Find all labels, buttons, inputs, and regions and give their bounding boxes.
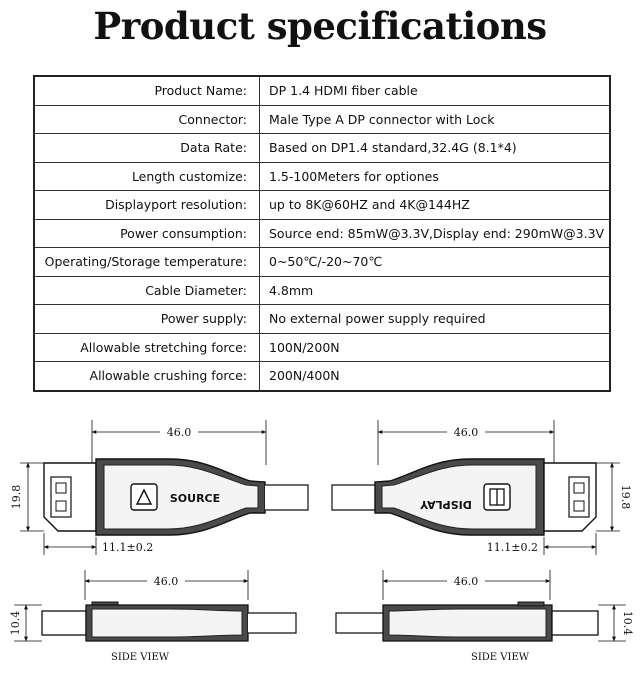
spec-value: Male Type A DP connector with Lock	[260, 105, 611, 134]
spec-key: Connector:	[34, 105, 260, 134]
table-row	[34, 134, 610, 163]
dimension-height: 19.8	[10, 484, 23, 510]
side-view-label: SIDE VIEW	[110, 652, 170, 663]
spec-value: Source end: 85mW@3.3V,Display end: 290mW@3.3V	[260, 219, 611, 248]
spec-value: No external power supply required	[260, 305, 611, 334]
spec-value: 1.5-100Meters for optiones	[260, 162, 611, 191]
table-row	[34, 248, 610, 277]
spec-value: DP 1.4 HDMI fiber cable	[260, 76, 611, 105]
spec-key: Power consumption:	[34, 219, 260, 248]
spec-key: Cable Diameter:	[34, 276, 260, 305]
connector-drawings	[0, 405, 640, 678]
table-row	[34, 305, 610, 334]
spec-value: up to 8K@60HZ and 4K@144HZ	[260, 191, 611, 220]
spec-key: Product Name:	[34, 76, 260, 105]
source-connector-top-view	[10, 420, 308, 555]
spec-value: 0~50℃/-20~70℃	[260, 248, 611, 277]
dimension-height: 19.8	[619, 484, 632, 510]
dimension-tolerance: 11.1±0.2	[486, 541, 538, 554]
display-connector-top-view	[332, 420, 632, 555]
dimension-side-height: 10.4	[9, 610, 22, 636]
source-label: SOURCE	[169, 492, 221, 505]
table-row	[34, 333, 610, 362]
table-row	[34, 191, 610, 220]
spec-key: Allowable crushing force:	[34, 362, 260, 391]
table-row	[34, 105, 610, 134]
table-row	[34, 76, 610, 105]
spec-key: Power supply:	[34, 305, 260, 334]
side-view-label: SIDE VIEW	[470, 652, 530, 663]
table-row	[34, 219, 610, 248]
page-title: Product specifications	[93, 4, 547, 48]
table-row	[34, 276, 610, 305]
dimension-length: 46.0	[166, 426, 192, 439]
dimension-length: 46.0	[153, 575, 179, 588]
dimension-length: 46.0	[453, 426, 479, 439]
dimension-side-height: 10.4	[621, 610, 634, 636]
table-row	[34, 162, 610, 191]
spec-key: Displayport resolution:	[34, 191, 260, 220]
spec-key: Data Rate:	[34, 134, 260, 163]
spec-key: Length customize:	[34, 162, 260, 191]
spec-value: 200N/400N	[260, 362, 611, 391]
spec-value: 4.8mm	[260, 276, 611, 305]
spec-table	[33, 75, 611, 392]
source-connector-side-view	[9, 570, 296, 663]
spec-value: 100N/200N	[260, 333, 611, 362]
dimension-tolerance: 11.1±0.2	[102, 541, 154, 554]
spec-key: Operating/Storage temperature:	[34, 248, 260, 277]
display-connector-side-view	[336, 570, 634, 663]
spec-value: Based on DP1.4 standard,32.4G (8.1*4)	[260, 134, 611, 163]
spec-key: Allowable stretching force:	[34, 333, 260, 362]
dimension-length: 46.0	[453, 575, 479, 588]
display-label: DISPLAY	[420, 498, 472, 511]
table-row	[34, 362, 610, 391]
